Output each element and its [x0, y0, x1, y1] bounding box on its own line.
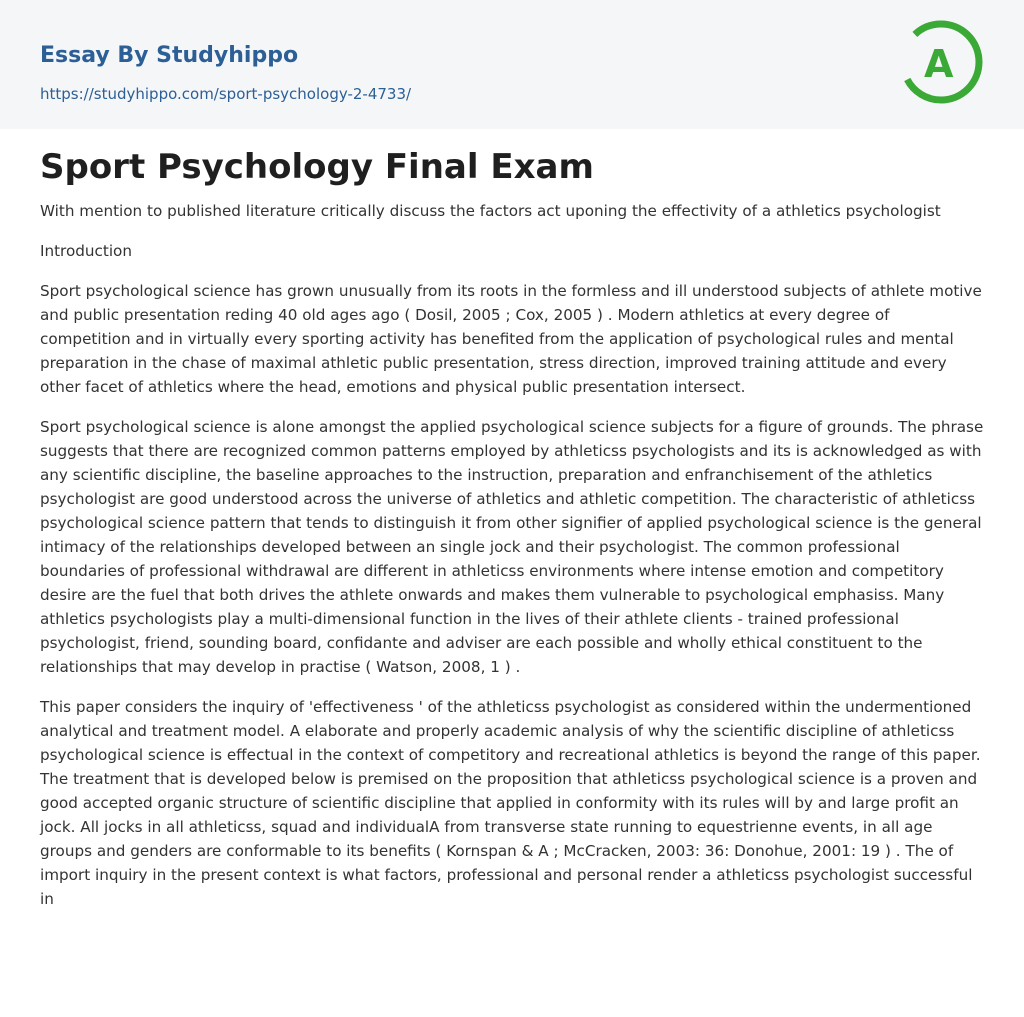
- logo-letter: A: [924, 42, 954, 86]
- section-heading-introduction: Introduction: [40, 242, 132, 260]
- essay-paragraph: Sport psychological science is alone amongst the applied psychological science subjects for a figure of grounds. The phrase suggests that there are recognized common patterns employed by athleticss psychologists and its is acknowledged as with any scientific discipline, the baseline approaches to the instruction, preparation and enfranchisement of the athletics psychologist are good understood across the universe of athletics and athletic competition. The characteristic of athleticss psychological science pattern that tends to distinguish it from other signifier of applied psychological science is the general intimacy of the relationships developed between an single jock and their psychologist. The common professional boundaries of professional withdrawal are different in athleticss environments where intense emotion and competitory desire are the fuel that both drives the athlete onwards and makes them vulnerable to psychological emphasiss. Many athletics psychologists play a multi-dimensional function in the lives of their athlete clients - trained professional psychologist, friend, sounding board, confidante and adviser are each possible and wholly ethical constituent to the relationships that may develop in practise ( Watson, 2008, 1 ) .: [40, 418, 984, 676]
- brand-title: Essay By Studyhippo: [40, 43, 299, 68]
- source-url-link[interactable]: https://studyhippo.com/sport-psychology-2-4733/: [40, 85, 412, 103]
- studyhippo-logo-icon[interactable]: [898, 19, 984, 105]
- page-title: Sport Psychology Final Exam: [40, 147, 594, 187]
- essay-paragraph: Sport psychological science has grown unusually from its roots in the formless and ill understood subjects of athlete motive and public presentation reding 40 old ages ago ( Dosil, 2005 ; Cox, 2005 ) . Modern athletics at every degree of competition and in virtually every sporting activity has benefited from the application of psychological rules and mental preparation in the chase of maximal athletic public presentation, stress direction, improved training attitude and every other facet of athletics where the head, emotions and physical public presentation intersect.: [40, 282, 982, 396]
- site-header: [0, 0, 1024, 129]
- essay-prompt: With mention to published literature critically discuss the factors act uponing the effectivity of a athletics psychologist: [40, 202, 941, 220]
- essay-paragraph: This paper considers the inquiry of 'effectiveness ' of the athleticss psychologist as considered within the undermentioned analytical and treatment model. A elaborate and properly academic analysis of why the scientific discipline of athleticss psychological science is effectual in the context of competitory and recreational athletics is beyond the range of this paper. The treatment that is developed below is premised on the proposition that athleticss psychological science is a proven and good accepted organic structure of scientific discipline that applied in conformity with its rules will by and large profit an jock. All jocks in all athleticss, squad and individualA from transverse state running to equestrienne events, in all age groups and genders are conformable to its benefits ( Kornspan & A ; McCracken, 2003: 36: Donohue, 2001: 19 ) . The of import inquiry in the present context is what factors, professional and personal render a athleticss psychologist successful in: [40, 698, 981, 908]
- essay-content: [0, 129, 1024, 911]
